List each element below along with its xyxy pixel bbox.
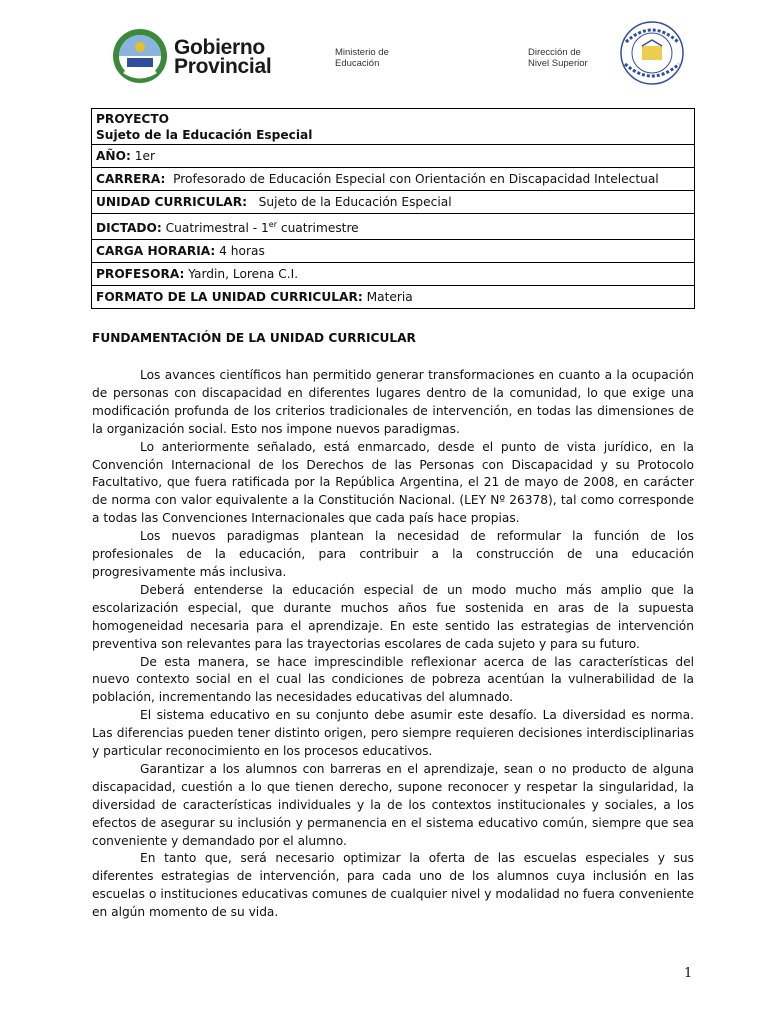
paragraph-6: El sistema educativo en su conjunto debe asumir este desafío. La diversidad es norma. Las diferencias pueden tener distinto origen, pero siempre requieren decisiones interdisciplinarias y particular reconocimiento en los procesos educativos.: [92, 708, 694, 759]
cell-profesora: [92, 263, 695, 286]
project-info-table: [91, 108, 695, 309]
paragraph-5: De esta manera, se hace imprescindible reflexionar acerca de las características del nuevo contexto social en el cual las condiciones de pobreza acentúan la vulnerabilidad de la población, incrementando las necesidades educativas del alumnado.: [92, 654, 694, 705]
proyecto-label: PROYECTO: [96, 112, 170, 126]
page-header: [0, 0, 768, 100]
paragraph-1: Los avances científicos han permitido generar transformaciones en cuanto a la ocupación de personas con discapacidad en diferentes lugares dentro de la comunidad, lo que exige una modificación profunda de los criterios tradicionales de intervención, en todas las dimensiones de la organización social. Esto nos impone nuevos paradigmas.: [92, 368, 694, 436]
dictado-tail: cuatrimestre: [277, 221, 359, 236]
ministerio-line-2: Educación: [335, 58, 380, 69]
dictado-value: Cuatrimestral - 1: [165, 221, 269, 236]
section-title: FUNDAMENTACIÓN DE LA UNIDAD CURRICULAR: [92, 331, 416, 345]
proyecto-value: Sujeto de la Educación Especial: [96, 128, 313, 142]
paragraph-7: Garantizar a los alumnos con barreras en el aprendizaje, sean o no producto de alguna discapacidad, cuestión a lo que tienen derecho, supone reconocer y respetar la singularidad, la diversidad de características individuales y la de los contextos institucionales y sociales, a los efectos de asegurar su inclusión y permanencia en el sistema educativo común, siempre que sea conveniente y demandado por el alumno.: [92, 761, 694, 848]
anio-value: 1er: [134, 149, 156, 163]
unidad-label: UNIDAD CURRICULAR:: [96, 195, 247, 209]
page-number: 1: [684, 966, 693, 981]
carga-label: CARGA HORARIA:: [96, 244, 216, 259]
cell-dictado: [92, 214, 695, 240]
wordmark-line-1: Gobierno: [174, 36, 265, 59]
direccion-label: [528, 47, 588, 69]
dictado-superscript: er: [268, 220, 277, 229]
row-unidad: [92, 191, 695, 214]
profesora-label: PROFESORA:: [96, 267, 185, 282]
cell-formato: [92, 286, 695, 309]
paragraph-2: Lo anteriormente señalado, está enmarcado, desde el punto de vista jurídico, en la Convención Internacional de los Derechos de las Personas con Discapacidad y su Protocolo Facultativo, que fuera ratificada por la República Argentina, el 21 de mayo de 2008, en carácter de norma con valor equivalente a la Constitución Nacional. (LEY Nº 26378), tal como corresponde a todas las Convenciones Internacionales que cada país hace propias.: [92, 439, 694, 526]
carrera-value: Profesorado de Educación Especial con Orientación en Discapacidad Intelectual: [173, 172, 659, 186]
carrera-label: CARRERA:: [96, 172, 166, 186]
formato-value: Materia: [366, 290, 413, 305]
row-formato: [92, 286, 695, 309]
row-dictado: [92, 214, 695, 240]
unidad-value: Sujeto de la Educación Especial: [258, 195, 452, 209]
cell-proyecto: [92, 109, 695, 145]
cell-carga: [92, 240, 695, 263]
wordmark-line-2: Provincial: [174, 55, 272, 78]
row-carga: [92, 240, 695, 263]
row-anio: [92, 145, 695, 168]
provincial-seal-icon: [112, 28, 168, 84]
anio-label: AÑO:: [96, 149, 131, 163]
ministerio-line-1: Ministerio de: [335, 47, 389, 58]
dictado-label: DICTADO:: [96, 221, 162, 236]
row-carrera: [92, 168, 695, 191]
direccion-line-2: Nivel Superior: [528, 58, 588, 69]
ministerio-label: [335, 47, 389, 69]
body-text: [92, 367, 694, 922]
cell-anio: [92, 145, 695, 168]
profesora-value: Yardin, Lorena C.I.: [188, 267, 299, 282]
gobierno-provincial-wordmark: [174, 38, 271, 76]
paragraph-8: En tanto que, será necesario optimizar la oferta de las escuelas especiales y sus diferentes estrategias de intervención, para cada uno de los alumnos cuya inclusión en las escuelas o instituciones educativas comunes de cualquier nivel y modalidad no fuera conveniente en algún momento de su vida.: [92, 851, 694, 920]
row-profesora: [92, 263, 695, 286]
formato-label: FORMATO DE LA UNIDAD CURRICULAR:: [96, 290, 363, 305]
direccion-line-1: Dirección de: [528, 47, 581, 58]
paragraph-4: Deberá entenderse la educación especial de un modo mucho más amplio que la escolarización especial, que durante muchos años fue sostenida en aras de la supuesta homogeneidad necesaria para el aprendizaje. En este sentido las estrategias de intervención preventiva son relevantes para las trayectorias escolares de cada sujeto y para su futuro.: [92, 582, 694, 651]
cell-unidad: [92, 191, 695, 214]
institute-seal-icon: [612, 20, 692, 86]
row-proyecto: [92, 109, 695, 145]
carga-value: 4 horas: [219, 244, 265, 259]
cell-carrera: [92, 168, 695, 191]
paragraph-3: Los nuevos paradigmas plantean la necesidad de reformular la función de los profesionales de la educación, para contribuir a la construcción de una educación progresivamente más inclusiva.: [92, 529, 694, 579]
